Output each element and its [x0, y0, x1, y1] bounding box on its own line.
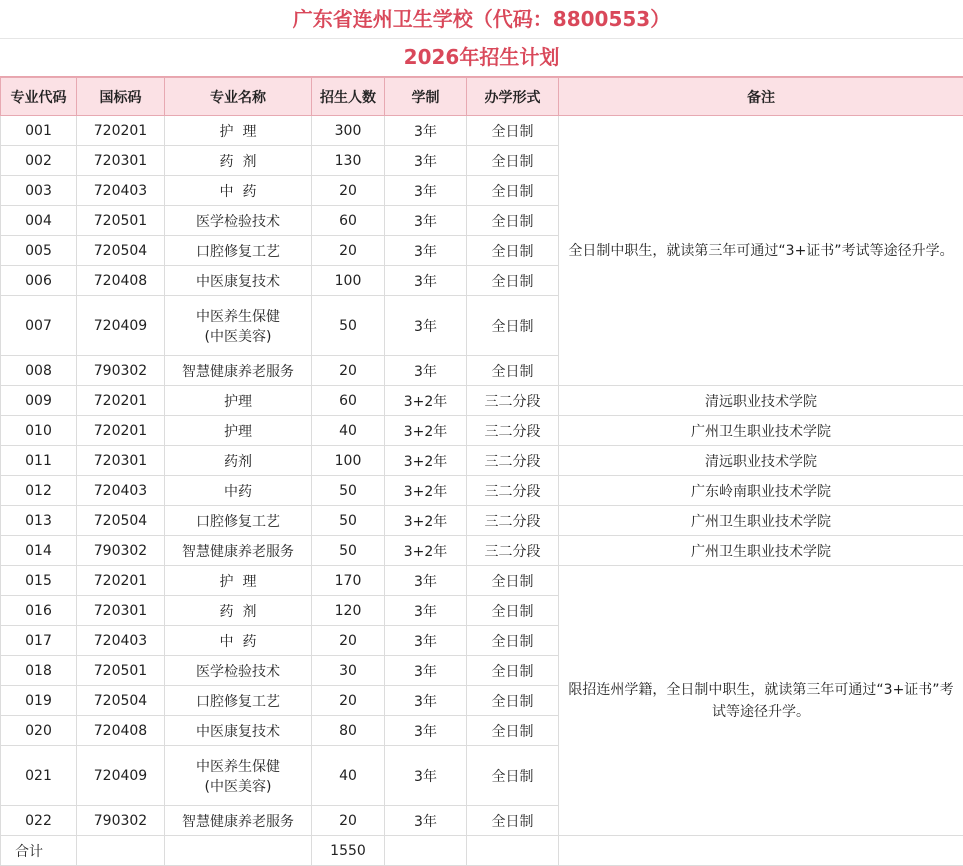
cell-enrollment: 50 — [312, 536, 385, 566]
cell-duration: 3年 — [385, 596, 467, 626]
cell-major-name — [165, 416, 312, 446]
cell-duration: 3年 — [385, 266, 467, 296]
cell-duration: 3年 — [385, 206, 467, 236]
cell-major-name — [165, 116, 312, 146]
col-header-form: 办学形式 — [467, 78, 559, 116]
cell-major-name — [165, 176, 312, 206]
cell-enrollment: 50 — [312, 506, 385, 536]
header-row — [1, 78, 963, 116]
cell-remarks: 广州卫生职业技术学院 — [559, 506, 963, 536]
major-name-line: 中医养生保健 — [167, 306, 309, 326]
cell-enrollment: 20 — [312, 686, 385, 716]
cell-code: 014 — [1, 536, 77, 566]
enrollment-table — [0, 77, 963, 866]
cell-form: 三二分段 — [467, 416, 559, 446]
cell-code: 006 — [1, 266, 77, 296]
cell-enrollment: 40 — [312, 746, 385, 806]
cell-major-name — [165, 296, 312, 356]
cell-duration: 3年 — [385, 686, 467, 716]
cell-enrollment: 40 — [312, 416, 385, 446]
cell-major-name — [165, 386, 312, 416]
major-name-line: 护 理 — [167, 121, 309, 141]
major-name-line: 中医康复技术 — [167, 271, 309, 291]
cell-enrollment: 80 — [312, 716, 385, 746]
cell-code: 002 — [1, 146, 77, 176]
cell-duration: 3+2年 — [385, 506, 467, 536]
major-name-line: 护理 — [167, 391, 309, 411]
cell-remarks: 广州卫生职业技术学院 — [559, 536, 963, 566]
major-name-line: 中药 — [167, 481, 309, 501]
cell-std-code: 790302 — [77, 806, 165, 836]
major-name-line: 护 理 — [167, 571, 309, 591]
cell-std-code: 720403 — [77, 176, 165, 206]
cell-code: 009 — [1, 386, 77, 416]
cell-duration: 3年 — [385, 746, 467, 806]
cell-major-name — [165, 716, 312, 746]
major-name-line: 智慧健康养老服务 — [167, 811, 309, 831]
cell-form: 三二分段 — [467, 446, 559, 476]
major-name-sub: (中医美容) — [167, 776, 309, 796]
cell-std-code: 720403 — [77, 626, 165, 656]
cell-code: 004 — [1, 206, 77, 236]
cell-enrollment: 20 — [312, 236, 385, 266]
major-name-line: 护理 — [167, 421, 309, 441]
page-title: 广东省连州卫生学校（代码：8800553） — [0, 0, 963, 39]
cell-form: 全日制 — [467, 656, 559, 686]
cell-major-name — [165, 626, 312, 656]
cell-enrollment: 30 — [312, 656, 385, 686]
major-name-line: 口腔修复工艺 — [167, 511, 309, 531]
table-row — [1, 386, 963, 416]
total-row — [1, 836, 963, 866]
major-name-line: 中 药 — [167, 631, 309, 651]
cell-remarks-group-1: 全日制中职生，就读第三年可通过“3+证书”考试等途径升学。 — [559, 116, 963, 386]
cell-major-name — [165, 266, 312, 296]
cell-major-name — [165, 596, 312, 626]
cell-std-code: 790302 — [77, 536, 165, 566]
cell-code: 016 — [1, 596, 77, 626]
cell-code: 013 — [1, 506, 77, 536]
cell-duration: 3年 — [385, 566, 467, 596]
cell-form: 全日制 — [467, 806, 559, 836]
cell-major-name — [165, 656, 312, 686]
cell-code: 010 — [1, 416, 77, 446]
cell-enrollment: 60 — [312, 386, 385, 416]
major-name-line: 药 剂 — [167, 601, 309, 621]
cell-code: 022 — [1, 806, 77, 836]
cell-std-code: 720201 — [77, 416, 165, 446]
cell-form: 三二分段 — [467, 386, 559, 416]
cell-std-code: 720301 — [77, 146, 165, 176]
cell-std-code: 720201 — [77, 566, 165, 596]
cell-std-code: 720201 — [77, 116, 165, 146]
table-body — [1, 116, 963, 866]
cell-code: 003 — [1, 176, 77, 206]
col-header-remarks: 备注 — [559, 78, 963, 116]
cell-code: 001 — [1, 116, 77, 146]
cell-code: 017 — [1, 626, 77, 656]
cell-form: 三二分段 — [467, 476, 559, 506]
major-name-line: 中 药 — [167, 181, 309, 201]
cell-major-name — [165, 206, 312, 236]
cell-remarks: 清远职业技术学院 — [559, 446, 963, 476]
cell-form: 全日制 — [467, 596, 559, 626]
table-row — [1, 506, 963, 536]
cell-duration: 3年 — [385, 116, 467, 146]
major-name-sub: (中医美容) — [167, 326, 309, 346]
total-empty-cell — [165, 836, 312, 866]
col-header-duration: 学制 — [385, 78, 467, 116]
cell-duration: 3+2年 — [385, 476, 467, 506]
col-header-major-name: 专业名称 — [165, 78, 312, 116]
cell-duration: 3+2年 — [385, 416, 467, 446]
cell-major-name — [165, 146, 312, 176]
cell-form: 全日制 — [467, 236, 559, 266]
col-header-std-code: 国标码 — [77, 78, 165, 116]
cell-form: 三二分段 — [467, 536, 559, 566]
cell-form: 全日制 — [467, 206, 559, 236]
major-name-line: 口腔修复工艺 — [167, 241, 309, 261]
cell-enrollment: 50 — [312, 476, 385, 506]
cell-std-code: 720501 — [77, 656, 165, 686]
cell-form: 全日制 — [467, 296, 559, 356]
table-row — [1, 446, 963, 476]
cell-std-code: 720409 — [77, 296, 165, 356]
cell-form: 全日制 — [467, 266, 559, 296]
cell-form: 全日制 — [467, 146, 559, 176]
total-empty-cell — [467, 836, 559, 866]
total-empty-cell — [77, 836, 165, 866]
cell-std-code: 720504 — [77, 236, 165, 266]
cell-enrollment: 20 — [312, 626, 385, 656]
cell-duration: 3+2年 — [385, 446, 467, 476]
cell-form: 三二分段 — [467, 506, 559, 536]
cell-code: 005 — [1, 236, 77, 266]
cell-std-code: 720408 — [77, 266, 165, 296]
cell-enrollment: 100 — [312, 446, 385, 476]
cell-duration: 3年 — [385, 296, 467, 356]
cell-enrollment: 50 — [312, 296, 385, 356]
cell-major-name — [165, 746, 312, 806]
cell-enrollment: 130 — [312, 146, 385, 176]
cell-form: 全日制 — [467, 356, 559, 386]
cell-major-name — [165, 686, 312, 716]
table-row — [1, 476, 963, 506]
cell-std-code: 720403 — [77, 476, 165, 506]
cell-enrollment: 20 — [312, 356, 385, 386]
cell-duration: 3年 — [385, 176, 467, 206]
cell-form: 全日制 — [467, 746, 559, 806]
total-empty-cell — [385, 836, 467, 866]
major-name-line: 智慧健康养老服务 — [167, 361, 309, 381]
total-empty-cell — [559, 836, 963, 866]
cell-form: 全日制 — [467, 686, 559, 716]
cell-remarks: 广州卫生职业技术学院 — [559, 416, 963, 446]
cell-remarks: 清远职业技术学院 — [559, 386, 963, 416]
cell-enrollment: 170 — [312, 566, 385, 596]
cell-code: 008 — [1, 356, 77, 386]
major-name-line: 医学检验技术 — [167, 211, 309, 231]
major-name-line: 中医养生保健 — [167, 756, 309, 776]
cell-form: 全日制 — [467, 716, 559, 746]
cell-std-code: 720301 — [77, 596, 165, 626]
cell-code: 020 — [1, 716, 77, 746]
cell-duration: 3+2年 — [385, 386, 467, 416]
cell-code: 012 — [1, 476, 77, 506]
cell-remarks-group-3: 限招连州学籍，全日制中职生，就读第三年可通过“3+证书”考试等途径升学。 — [559, 566, 963, 836]
major-name-line: 智慧健康养老服务 — [167, 541, 309, 561]
cell-major-name — [165, 476, 312, 506]
cell-std-code: 720301 — [77, 446, 165, 476]
cell-duration: 3年 — [385, 236, 467, 266]
cell-enrollment: 20 — [312, 176, 385, 206]
cell-code: 019 — [1, 686, 77, 716]
cell-form: 全日制 — [467, 176, 559, 206]
cell-major-name — [165, 356, 312, 386]
cell-std-code: 720504 — [77, 686, 165, 716]
cell-std-code: 720201 — [77, 386, 165, 416]
cell-remarks: 广东岭南职业技术学院 — [559, 476, 963, 506]
cell-major-name — [165, 506, 312, 536]
page-subtitle: 2026年招生计划 — [0, 39, 963, 77]
major-name-line: 药 剂 — [167, 151, 309, 171]
cell-duration: 3年 — [385, 716, 467, 746]
cell-major-name — [165, 446, 312, 476]
table-row — [1, 566, 963, 596]
cell-enrollment: 300 — [312, 116, 385, 146]
cell-std-code: 790302 — [77, 356, 165, 386]
cell-enrollment: 60 — [312, 206, 385, 236]
major-name-line: 医学检验技术 — [167, 661, 309, 681]
col-header-enrollment: 招生人数 — [312, 78, 385, 116]
cell-form: 全日制 — [467, 566, 559, 596]
col-header-code: 专业代码 — [1, 78, 77, 116]
cell-code: 007 — [1, 296, 77, 356]
table-row — [1, 416, 963, 446]
total-count: 1550 — [312, 836, 385, 866]
cell-code: 021 — [1, 746, 77, 806]
cell-major-name — [165, 236, 312, 266]
cell-duration: 3+2年 — [385, 536, 467, 566]
cell-enrollment: 100 — [312, 266, 385, 296]
cell-form: 全日制 — [467, 626, 559, 656]
cell-std-code: 720501 — [77, 206, 165, 236]
cell-enrollment: 120 — [312, 596, 385, 626]
table-row — [1, 536, 963, 566]
cell-duration: 3年 — [385, 356, 467, 386]
cell-duration: 3年 — [385, 656, 467, 686]
cell-code: 018 — [1, 656, 77, 686]
cell-code: 011 — [1, 446, 77, 476]
cell-code: 015 — [1, 566, 77, 596]
cell-major-name — [165, 806, 312, 836]
cell-form: 全日制 — [467, 116, 559, 146]
cell-duration: 3年 — [385, 806, 467, 836]
major-name-line: 药剂 — [167, 451, 309, 471]
table-row — [1, 116, 963, 146]
cell-major-name — [165, 566, 312, 596]
cell-std-code: 720409 — [77, 746, 165, 806]
cell-duration: 3年 — [385, 146, 467, 176]
cell-duration: 3年 — [385, 626, 467, 656]
cell-enrollment: 20 — [312, 806, 385, 836]
major-name-line: 口腔修复工艺 — [167, 691, 309, 711]
cell-std-code: 720408 — [77, 716, 165, 746]
total-label: 合计 — [1, 836, 77, 866]
cell-std-code: 720504 — [77, 506, 165, 536]
major-name-line: 中医康复技术 — [167, 721, 309, 741]
cell-major-name — [165, 536, 312, 566]
